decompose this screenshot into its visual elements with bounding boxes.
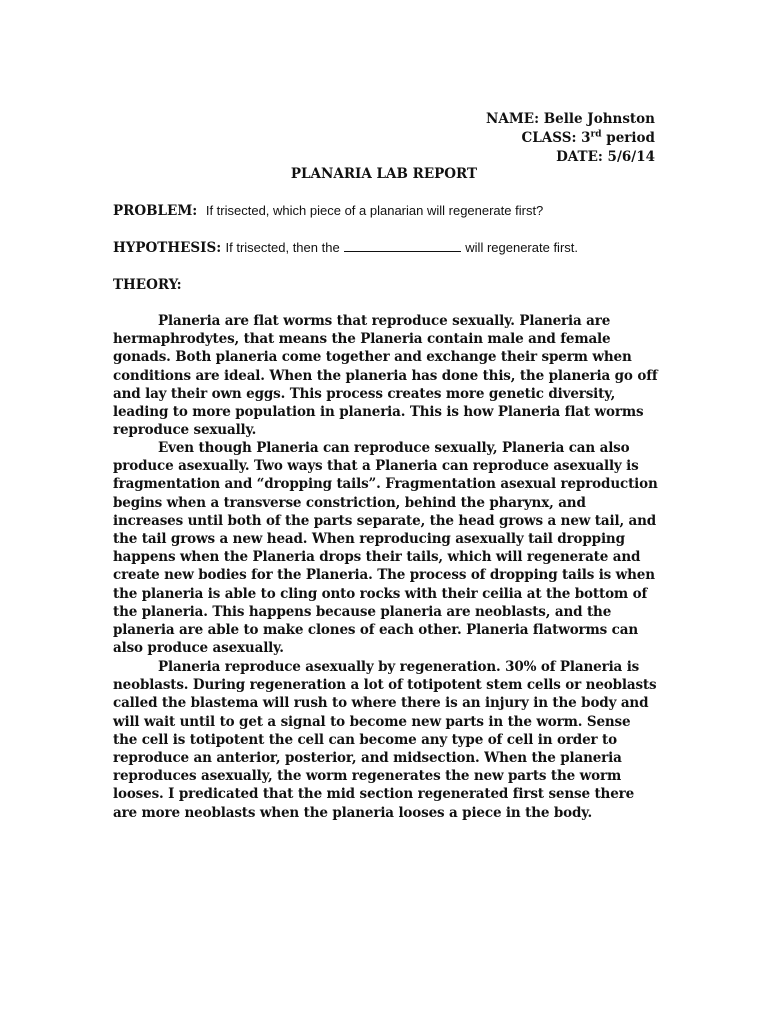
hypothesis-text-before: If trisected, then the — [225, 240, 340, 255]
hypothesis-line — [113, 240, 578, 256]
problem-text: If trisected, which piece of a planarian will regenerate first? — [205, 203, 544, 218]
hypothesis-text-after: will regenerate first. — [465, 240, 578, 255]
theory-label: THEORY: — [113, 277, 182, 293]
report-title: PLANARIA LAB REPORT — [290, 166, 478, 182]
problem-line — [113, 203, 543, 219]
student-info-block — [486, 110, 655, 167]
theory-paragraph-sexual-reproduction: Planeria are flat worms that reproduce sexually. Planeria are hermaphrodytes, that means the Planeria contain male and female gonads. Both planeria come together and exchange their sperm when conditions are ideal. When the planeria has done this, the planeria go off and lay their own eggs. This process creates more genetic diversity, leading to more population in planeria. This is how Planeria flat worms reproduce sexually. — [113, 313, 658, 439]
report-date: DATE: 5/6/14 — [556, 149, 655, 165]
student-name: NAME: Belle Johnston — [486, 111, 655, 127]
hypothesis-label: HYPOTHESIS: — [113, 240, 222, 256]
hypothesis-blank — [344, 241, 461, 252]
problem-label: PROBLEM: — [113, 203, 198, 219]
class-period — [486, 129, 655, 148]
theory-line — [113, 277, 182, 293]
theory-paragraph-asexual-reproduction: Even though Planeria can reproduce sexually, Planeria can also produce asexually. Two ways that a Planeria can reproduce asexually is fragmentation and “dropping tails”. Fragmentation asexual reproduction begins when a transverse constriction, behind the pharynx, and increases until both of the parts separate, the head grows a new tail, and the tail grows a new head. When reproducing asexually tail dropping happens when the Planeria drops their tails, which will regenerate and create new bodies for the Planeria. The process of dropping tails is when the planeria is able to cling onto rocks with their ceilia at the bottom of the planeria. This happens because planeria are neoblasts, and the planeria are able to make clones of each other. Planeria flatworms can also produce asexually. — [113, 440, 658, 657]
class-suffix: period — [601, 130, 655, 146]
class-superscript: rd — [590, 129, 602, 140]
class-prefix: CLASS: 3 — [521, 130, 591, 146]
theory-paragraph-regeneration: Planeria reproduce asexually by regeneration. 30% of Planeria is neoblasts. During regeneration a lot of totipotent stem cells or neoblasts called the blastema will rush to where there is an injury in the body and will wait until to get a signal to become new parts in the worm. Sense the cell is totipotent the cell can become any type of cell in order to reproduce an anterior, posterior, and midsection. When the planeria reproduces asexually, the worm regenerates the new parts the worm looses. I predicated that the mid section regenerated first sense there are more neoblasts when the planeria looses a piece in the body. — [113, 659, 657, 821]
